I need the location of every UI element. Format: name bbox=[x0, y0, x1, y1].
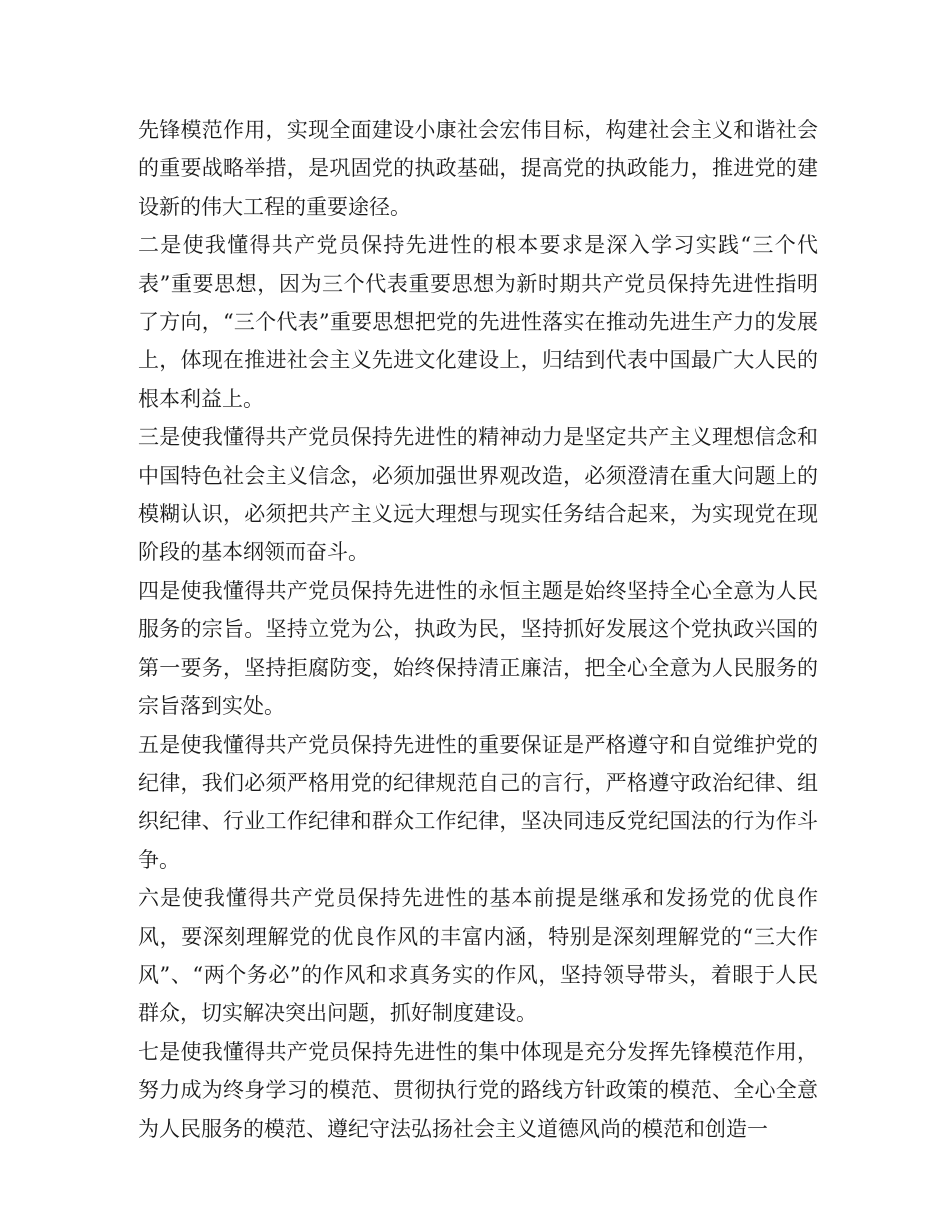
paragraph-5: 五是使我懂得共产党员保持先进性的重要保证是严格遵守和自觉维护党的纪律，我们必须严格用党的纪律规范自己的言行，严格遵守政治纪律、组织纪律、行业工作纪律和群众工作纪律，坚决同违反党纪国法的行为作斗争。 bbox=[138, 732, 818, 872]
paragraph-3: 三是使我懂得共产党员保持先进性的精神动力是坚定共产主义理想信念和中国特色社会主义信念，必须加强世界观改造，必须澄清在重大问题上的模糊认识，必须把共产主义远大理想与现实任务结合起来，为实现党在现阶段的基本纲领而奋斗。 bbox=[138, 425, 818, 565]
paragraph-6: 六是使我懂得共产党员保持先进性的基本前提是继承和发扬党的优良作风，要深刻理解党的优良作风的丰富内涵，特别是深刻理解党的“三大作风”、“两个务必”的作风和求真务实的作风，坚持领导带头，着眼于人民群众，切实解决突出问题，抓好制度建设。 bbox=[138, 886, 818, 1026]
paragraph-1: 先锋模范作用，实现全面建设小康社会宏伟目标，构建社会主义和谐社会的重要战略举措，是巩固党的执政基础，提高党的执政能力，推进党的建设新的伟大工程的重要途径。 bbox=[138, 118, 818, 219]
paragraph-2: 二是使我懂得共产党员保持先进性的根本要求是深入学习实践“三个代表”重要思想，因为三个代表重要思想为新时期共产党员保持先进性指明了方向，“三个代表”重要思想把党的先进性落实在推动先进生产力的发展上，体现在推进社会主义先进文化建设上，归结到代表中国最广大人民的根本利益上。 bbox=[138, 233, 818, 411]
paragraph-7: 七是使我懂得共产党员保持先进性的集中体现是充分发挥先锋模范作用，努力成为终身学习的模范、贯彻执行党的路线方针政策的模范、全心全意为人民服务的模范、遵纪守法弘扬社会主义道德风尚的模范和创造一 bbox=[138, 1039, 818, 1141]
document-body bbox=[138, 111, 818, 1148]
paragraph-4: 四是使我懂得共产党员保持先进性的永恒主题是始终坚持全心全意为人民服务的宗旨。坚持立党为公，执政为民，坚持抓好发展这个党执政兴国的第一要务，坚持拒腐防变，始终保持清正廉洁，把全心全意为人民服务的宗旨落到实处。 bbox=[138, 578, 818, 719]
